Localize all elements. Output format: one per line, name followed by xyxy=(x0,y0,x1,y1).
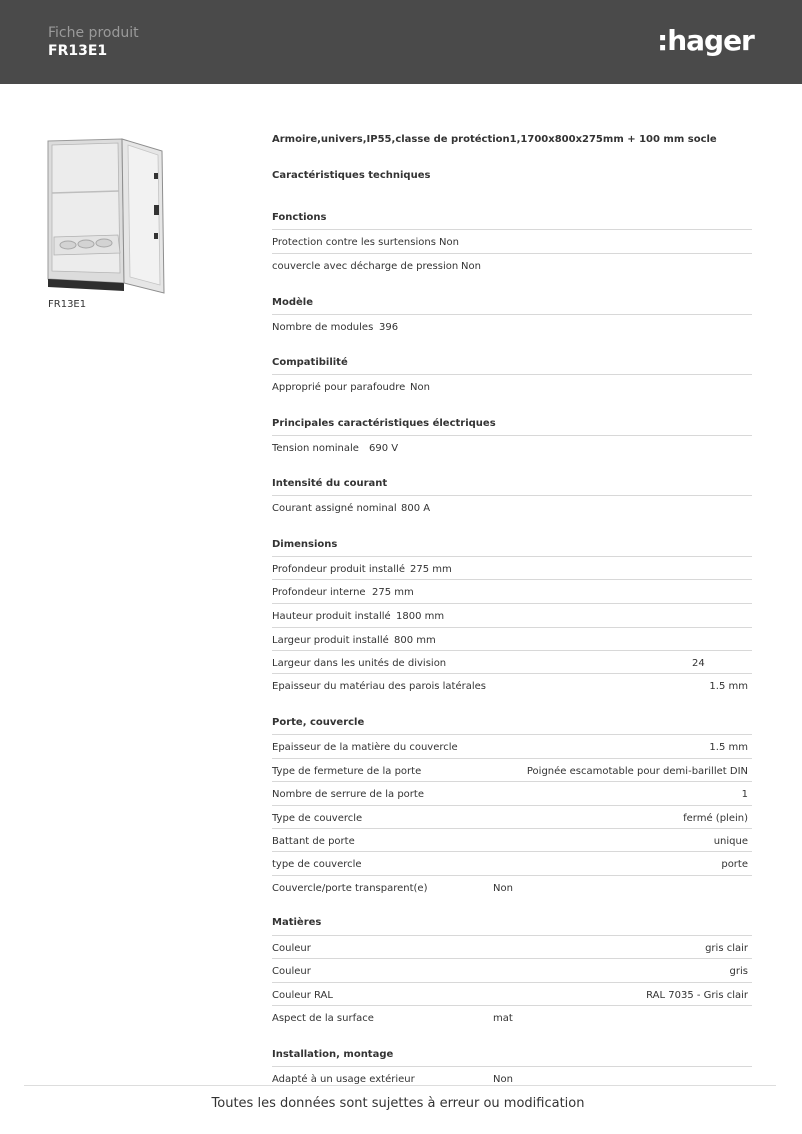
spec-label: Protection contre les surtensions xyxy=(272,237,436,248)
document-type: Fiche produit xyxy=(48,25,139,41)
spec-label: Aspect de la surface xyxy=(272,1013,374,1024)
spec-row xyxy=(272,851,752,875)
spec-value: 275 mm xyxy=(372,587,414,598)
spec-value: 1.5 mm xyxy=(709,681,748,692)
spec-row xyxy=(272,982,752,1006)
spec-row xyxy=(272,253,752,277)
spec-value: mat xyxy=(493,1013,513,1024)
spec-row xyxy=(272,958,752,982)
spec-value: 396 xyxy=(379,322,399,333)
spec-label: Type de fermeture de la porte xyxy=(272,766,422,777)
spec-value: Non xyxy=(461,261,481,272)
spec-value: 1.5 mm xyxy=(709,742,748,753)
section-title-installation: Installation, montage xyxy=(272,1049,394,1060)
spec-row xyxy=(272,758,752,782)
spec-label: Battant de porte xyxy=(272,836,355,847)
spec-label: Tension nominale xyxy=(272,443,359,454)
spec-label: Largeur produit installé xyxy=(272,635,389,646)
spec-value: Non xyxy=(493,883,513,894)
spec-row xyxy=(272,673,752,697)
spec-label: Epaisseur de la matière du couvercle xyxy=(272,742,458,753)
spec-label: Courant assigné nominal xyxy=(272,503,397,514)
hager-logo: :hager xyxy=(657,24,754,57)
spec-label: Epaisseur du matériau des parois latérales xyxy=(272,681,487,692)
spec-label: Hauteur produit installé xyxy=(272,611,391,622)
section-title-compatibilite: Compatibilité xyxy=(272,357,348,368)
spec-value: porte xyxy=(721,859,748,870)
spec-label: Profondeur produit installé xyxy=(272,564,405,575)
spec-value: Poignée escamotable pour demi-barillet DIN xyxy=(526,766,748,777)
section-title-porte: Porte, couvercle xyxy=(272,717,365,728)
footer-disclaimer: Toutes les données sont sujettes à erreur ou modification xyxy=(211,1096,585,1111)
section-title-intensite: Intensité du courant xyxy=(272,478,388,489)
section-title-electriques: Principales caractéristiques électriques xyxy=(272,418,496,429)
spec-value: 275 mm xyxy=(410,564,452,575)
spec-label: Couleur RAL xyxy=(272,990,333,1001)
spec-row xyxy=(272,875,752,899)
spec-value: unique xyxy=(713,836,748,847)
spec-row xyxy=(272,1005,752,1029)
spec-label: type de couvercle xyxy=(272,859,362,870)
spec-label: Couleur xyxy=(272,966,311,977)
spec-value: 24 xyxy=(692,658,705,669)
spec-row xyxy=(272,828,752,852)
spec-row xyxy=(272,805,752,829)
spec-value: Non xyxy=(493,1074,513,1085)
spec-value: RAL 7035 - Gris clair xyxy=(646,990,748,1001)
spec-row xyxy=(272,603,752,627)
spec-row xyxy=(272,556,752,580)
spec-label: Adapté à un usage extérieur xyxy=(272,1074,415,1085)
spec-value: 1800 mm xyxy=(396,611,445,622)
spec-label: Profondeur interne xyxy=(272,587,366,598)
spec-label: Nombre de modules xyxy=(272,322,374,333)
spec-value: Non xyxy=(439,237,459,248)
spec-value: fermé (plein) xyxy=(683,813,748,824)
spec-row xyxy=(272,650,752,674)
spec-row xyxy=(272,435,752,459)
spec-label: Type de couvercle xyxy=(272,813,363,824)
spec-row xyxy=(272,495,752,519)
spec-row xyxy=(272,229,752,253)
spec-row xyxy=(272,579,752,603)
spec-label: Couleur xyxy=(272,943,311,954)
section-title-dimensions: Dimensions xyxy=(272,539,338,550)
footer-divider xyxy=(24,1085,776,1086)
section-title-modele: Modèle xyxy=(272,297,313,308)
section-heading: Caractéristiques techniques xyxy=(272,170,431,181)
spec-label: Approprié pour parafoudre xyxy=(272,382,406,393)
spec-value: Non xyxy=(410,382,430,393)
spec-row xyxy=(272,314,752,338)
product-reference: FR13E1 xyxy=(48,43,108,59)
section-title-fonctions: Fonctions xyxy=(272,212,327,223)
spec-row xyxy=(272,781,752,805)
spec-label: Couvercle/porte transparent(e) xyxy=(272,883,428,894)
page-header xyxy=(0,0,802,84)
product-title: Armoire,univers,IP55,classe de protéction1,1700x800x275mm + 100 mm socle xyxy=(272,134,717,145)
spec-label: Largeur dans les unités de division xyxy=(272,658,447,669)
product-image xyxy=(44,133,170,295)
spec-value: 1 xyxy=(741,789,748,800)
spec-value: 800 A xyxy=(401,503,431,514)
spec-row xyxy=(272,1066,752,1090)
spec-value: 800 mm xyxy=(394,635,436,646)
spec-row xyxy=(272,734,752,758)
section-title-matieres: Matières xyxy=(272,917,322,928)
spec-row xyxy=(272,374,752,398)
spec-value: gris xyxy=(729,966,748,977)
image-caption: FR13E1 xyxy=(48,299,87,310)
spec-row xyxy=(272,627,752,651)
spec-label: Nombre de serrure de la porte xyxy=(272,789,424,800)
spec-value: gris clair xyxy=(705,943,748,954)
spec-row xyxy=(272,935,752,959)
spec-value: 690 V xyxy=(369,443,399,454)
spec-label: couvercle avec décharge de pression xyxy=(272,261,459,272)
